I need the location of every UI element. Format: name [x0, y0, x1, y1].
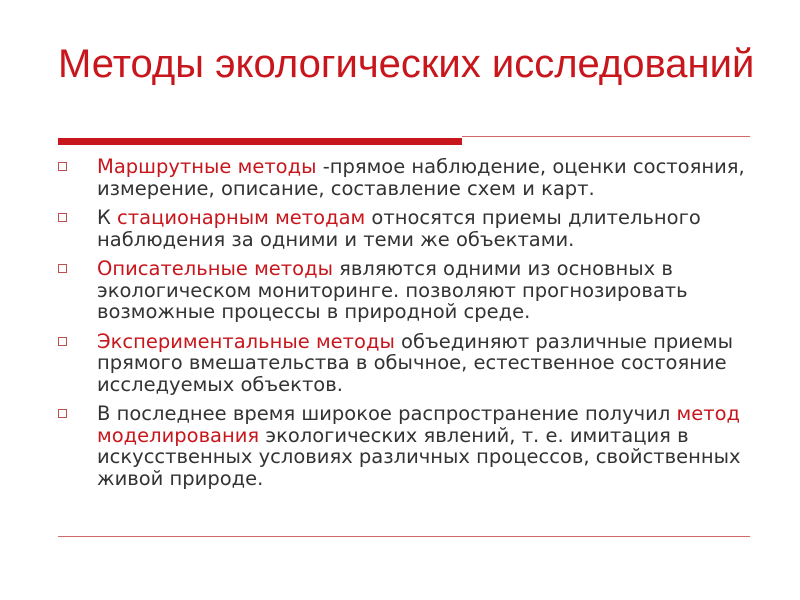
item-text: относятся приемы длительного наблюдения за одними и теми же объектами.: [97, 206, 701, 251]
highlighted-term: Экспериментальные методы: [97, 329, 395, 353]
highlighted-term: Описательные методы: [97, 257, 333, 280]
item-text: В последнее время широкое распространение получил: [97, 402, 677, 425]
bullet-item-route-methods: [58, 156, 758, 199]
hollow-square-bullet-icon: [58, 409, 67, 418]
bullet-item-stationary-methods: [58, 207, 758, 250]
bullet-list: [58, 156, 758, 497]
title-underline-thick: [58, 138, 462, 145]
highlighted-term: стационарным методам: [117, 206, 366, 229]
title-underline-thin: [462, 136, 750, 137]
item-text: -прямое наблюдение, оценки состояния, измерение, описание, составление схем и карт.: [97, 155, 745, 200]
item-text: К: [97, 206, 118, 229]
bullet-item-modeling-method: [58, 403, 758, 489]
highlighted-term: Маршрутные методы: [97, 155, 317, 178]
item-text: объединяют различные приемы прямого вмешательства в обычное, естественное состояние исследуемых объектов.: [97, 329, 733, 396]
footer-rule: [58, 536, 750, 537]
slide-title: Методы экологических исследований: [58, 42, 755, 86]
hollow-square-bullet-icon: [58, 213, 67, 222]
item-text: экологических явлений, т. е. имитация в искусственных условиях различных процессов, свойственных живой природе.: [97, 423, 741, 490]
hollow-square-bullet-icon: [58, 162, 67, 171]
hollow-square-bullet-icon: [58, 337, 67, 346]
item-text: являются одними из основных в экологическом мониторинге. позволяют прогнозировать возможные процессы в природной среде.: [97, 257, 688, 323]
bullet-item-descriptive-methods: [58, 258, 758, 323]
highlighted-term: метод моделирования: [97, 402, 740, 447]
hollow-square-bullet-icon: [58, 264, 67, 273]
bullet-item-experimental-methods: [58, 331, 758, 396]
